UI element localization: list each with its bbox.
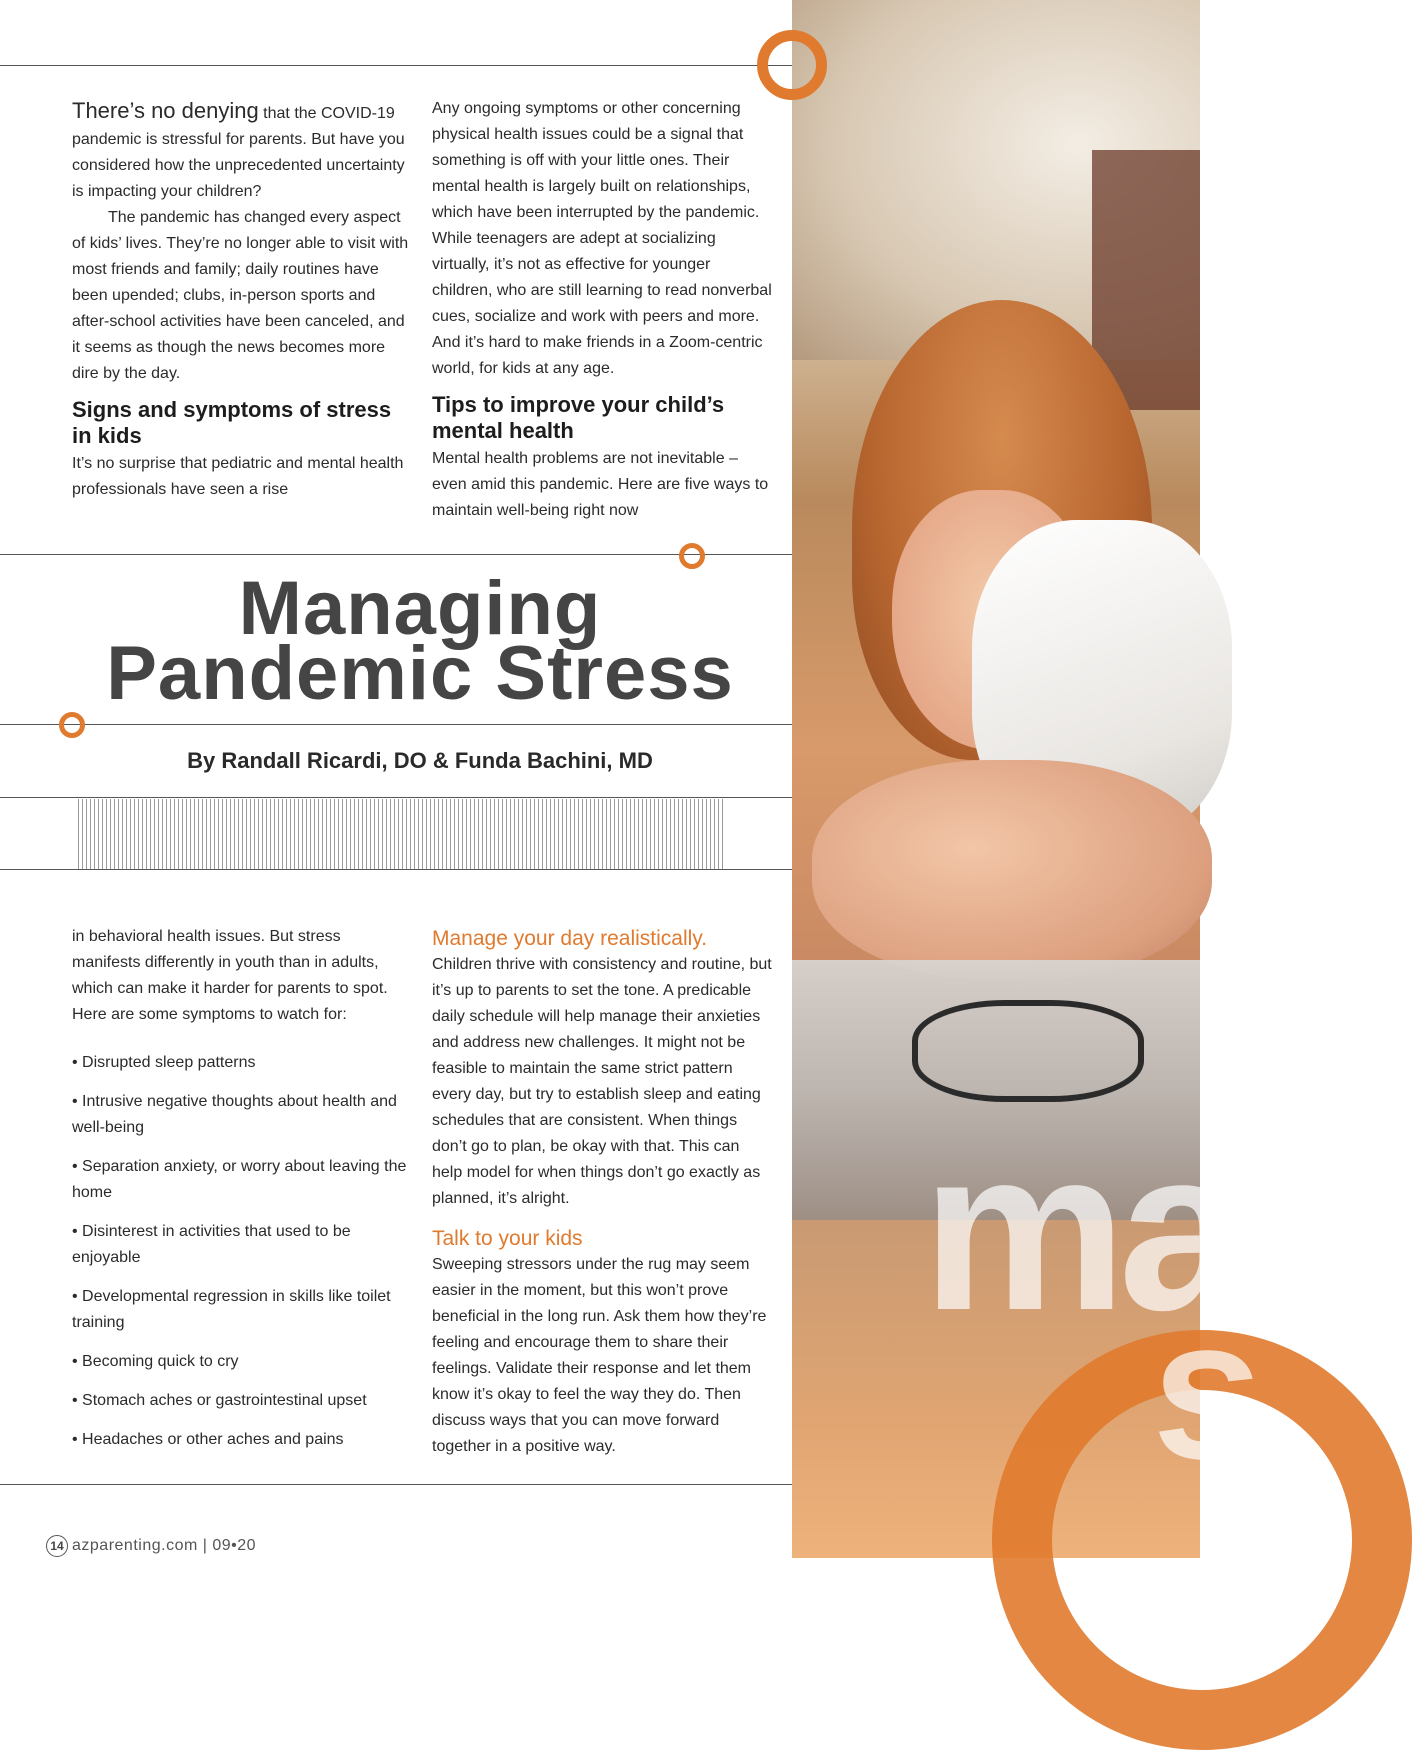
lead-in: There’s no denying: [72, 98, 259, 123]
heading-tips: Tips to improve your child’s mental health: [432, 392, 725, 443]
orange-ring-mid: [679, 543, 705, 569]
footer: [46, 1534, 256, 1558]
byline: By Randall Ricardi, DO & Funda Bachini, MD: [187, 748, 653, 773]
list-item: • Headaches or other aches and pains: [72, 1431, 344, 1448]
mid-rule-4: [0, 869, 792, 870]
bottom-column-1: [72, 924, 412, 1466]
list-item: • Disrupted sleep patterns: [72, 1054, 256, 1071]
photo-overlay-text-2: s: [1152, 1278, 1264, 1501]
paragraph-routine: Children thrive with consistency and routine, but it’s up to parents to set the tone. A predicable daily schedule will help manage their anxieties and address new challenges. It might not be feasible to maintain the same strict pattern every day, but try to establish sleep and eating schedules that are consistent. When things don’t go to plan, be okay with that. This can help model for when things don’t go exactly as planned, it’s alright.: [432, 956, 772, 1207]
list-item: • Developmental regression in skills like toilet training: [72, 1288, 391, 1331]
top-column-2: [432, 96, 772, 524]
article-title-line-1: Managing: [238, 566, 602, 651]
bottom-column-2: [432, 926, 772, 1460]
page-number-badge: 14: [46, 1535, 68, 1557]
heading-manage-day: Manage your day realistically.: [432, 927, 708, 950]
paragraph-talk: Sweeping stressors under the rug may seem easier in the moment, but this won’t prove beneficial in the long run. Ask them how they’re feeling and encourage them to share their feelings. Validate their response and let them know it’s okay to feel the way they do. Then discuss ways that you can move forward together in a positive way.: [432, 1256, 767, 1455]
list-item: • Separation anxiety, or worry about leaving the home: [72, 1158, 407, 1201]
intro-text: that the COVID-19 pandemic is stressful for parents. But have you considered how the unprecedented uncertainty is impacting your children?: [72, 105, 405, 200]
top-rule: [0, 65, 800, 66]
mid-rule-3: [0, 797, 792, 798]
mid-rule-1: [0, 554, 792, 555]
list-item: • Becoming quick to cry: [72, 1353, 239, 1370]
barcode-decoration: [78, 799, 726, 869]
list-item: • Stomach aches or gastrointestinal upset: [72, 1392, 367, 1409]
article-title-line-2: Pandemic Stress: [106, 631, 734, 716]
heading-talk-kids: Talk to your kids: [432, 1227, 583, 1250]
top-column-1: [72, 98, 412, 503]
mid-rule-2: [0, 724, 792, 725]
orange-ring-top: [757, 30, 827, 100]
paragraph-five-ways: Mental health problems are not inevitable – even amid this pandemic. Here are five ways to maintain well-being right now: [432, 450, 769, 519]
paragraph-behavioral: in behavioral health issues. But stress manifests differently in youth than in adults, which can make it harder for parents to spot. Here are some symptoms to watch for:: [72, 928, 388, 1023]
child-photo: [792, 0, 1264, 1558]
list-item: • Intrusive negative thoughts about health and well-being: [72, 1093, 397, 1136]
orange-ring-left: [59, 712, 85, 738]
paragraph-ongoing-symptoms: Any ongoing symptoms or other concerning physical health issues could be a signal that something is off with your little ones. Their mental health is largely built on relationships, which have been interrupted by the pandemic. While teenagers are adept at socializing virtually, it’s not as effective for younger children, who are still learning to read nonverbal cues, socialize and work with peers and more. And it’s hard to make friends in a Zoom-centric world, for kids at any age.: [432, 100, 772, 377]
paragraph-rise: It’s no surprise that pediatric and mental health professionals have seen a rise: [72, 455, 404, 498]
list-item: • Disinterest in activities that used to be enjoyable: [72, 1223, 351, 1266]
photo-overlay-text: ma: [922, 1101, 1239, 1358]
bottom-rule: [0, 1484, 792, 1485]
paragraph-kids-lives: The pandemic has changed every aspect of kids’ lives. They’re no longer able to visit with most friends and family; daily routines have been upended; clubs, in-person sports and after-school activities have been canceled, and it seems as though the news becomes more dire by the day.: [72, 209, 409, 382]
heading-signs-symptoms: Signs and symptoms of stress in kids: [72, 397, 392, 448]
footer-site: azparenting.com | 09•20: [72, 1537, 257, 1554]
